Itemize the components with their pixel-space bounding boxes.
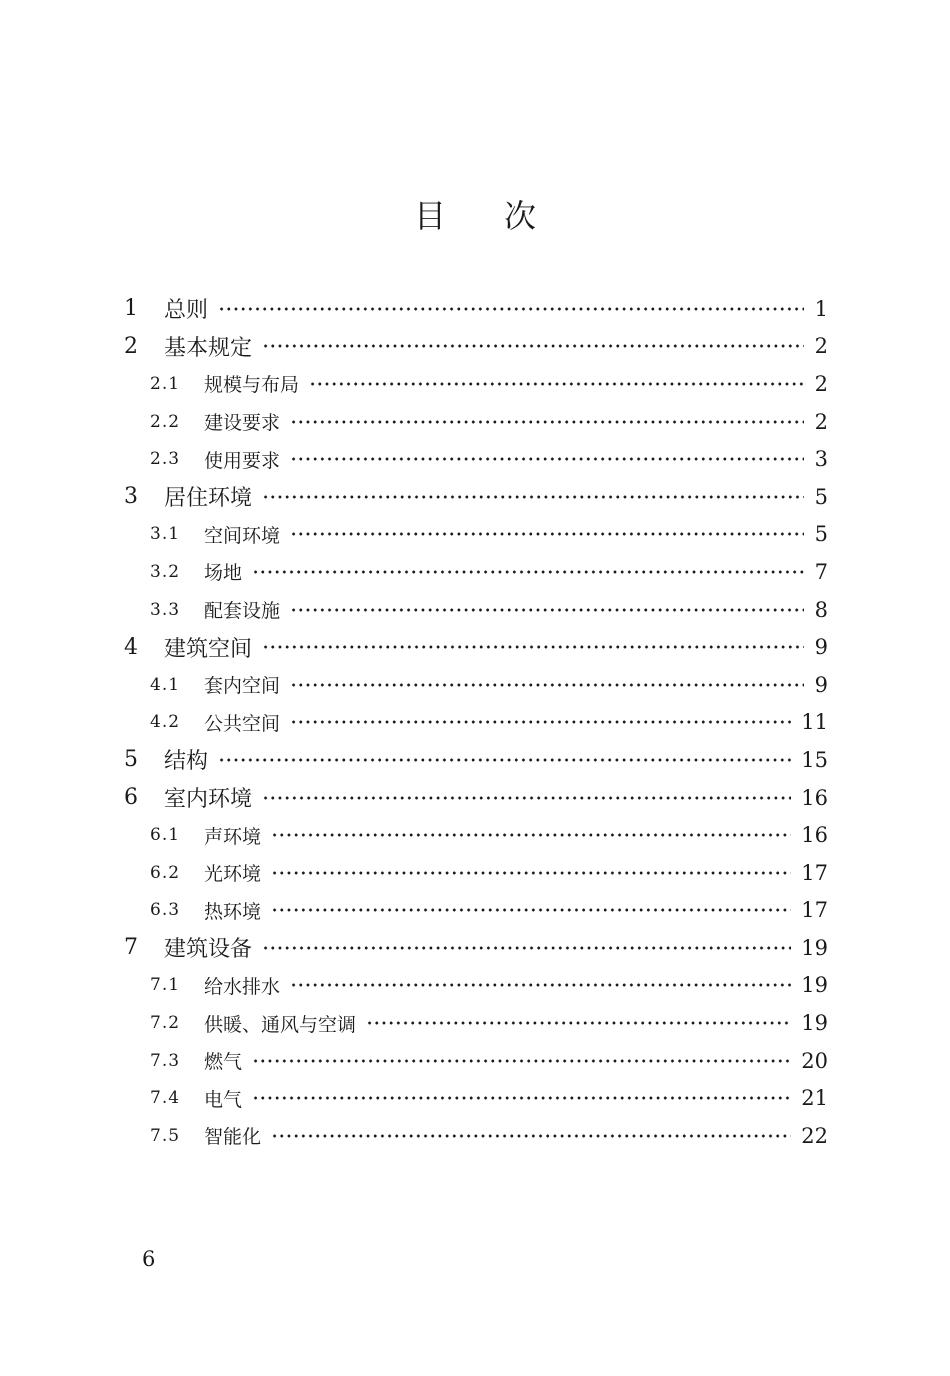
toc-entry-page: 17 [801,860,828,885]
toc-entry-page: 7 [814,559,828,584]
toc-entry-number: 3.2 [150,561,181,582]
toc-section[interactable] [124,365,828,403]
toc-section[interactable] [124,967,828,1005]
toc-entry-page: 20 [801,1048,828,1073]
toc-dot-leader [290,420,804,424]
toc-entry-title: 燃气 [204,1051,243,1074]
toc-section[interactable] [124,553,828,591]
toc-dot-leader [290,983,791,987]
toc-entry-title: 场地 [204,562,243,585]
toc-entry-number: 6 [124,785,138,811]
toc-entry-page: 11 [801,710,828,735]
toc-dot-leader [290,532,804,536]
toc-entry-number: 7.3 [150,1050,181,1071]
toc-entry-page: 5 [814,484,828,509]
toc-entry-number: 5 [124,747,138,773]
toc-section[interactable] [124,854,828,892]
toc-entry-number: 3.3 [150,599,181,620]
toc-section[interactable] [124,516,828,554]
toc-entry-number: 1 [124,296,138,322]
toc-section[interactable] [124,403,828,441]
toc-entry-title: 热环境 [204,900,262,923]
toc-dot-leader [262,645,804,649]
toc-entry-page: 19 [801,935,828,960]
toc-entry-title: 空间环境 [204,524,281,547]
toc-dot-leader [262,495,804,499]
toc-dot-leader [252,1059,791,1063]
toc-entry-number: 6.1 [150,825,181,846]
toc-entry-title: 光环境 [204,863,262,886]
toc-entry-page: 15 [801,747,828,772]
toc-dot-leader [262,796,791,800]
toc-entry-number: 4.1 [150,674,181,695]
toc-entry-number: 7 [124,935,138,961]
table-of-contents [124,290,828,1155]
toc-entry-title: 结构 [164,749,209,775]
toc-entry-title: 室内环境 [164,787,253,813]
toc-chapter[interactable] [124,741,828,779]
toc-entry-page: 2 [814,334,828,359]
toc-entry-title: 电气 [204,1088,243,1111]
toc-section[interactable] [124,591,828,629]
toc-dot-leader [271,833,791,837]
toc-entry-title: 配套设施 [204,600,281,623]
toc-entry-title: 总则 [164,298,209,324]
toc-entry-number: 7.1 [150,975,181,996]
toc-dot-leader [252,570,804,574]
toc-entry-number: 6.2 [150,862,181,883]
toc-entry-page: 22 [801,1123,828,1148]
toc-dot-leader [290,683,804,687]
toc-entry-number: 2.2 [150,411,181,432]
toc-entry-number: 7.2 [150,1013,181,1034]
toc-entry-page: 21 [801,1086,828,1111]
toc-entry-title: 建筑空间 [164,636,253,662]
toc-entry-page: 16 [801,785,828,810]
toc-entry-page: 19 [801,1011,828,1036]
toc-entry-title: 声环境 [204,825,262,848]
toc-entry-page: 19 [801,973,828,998]
toc-section[interactable] [124,1117,828,1155]
toc-section[interactable] [124,892,828,930]
toc-section[interactable] [124,704,828,742]
toc-dot-leader [366,1021,791,1025]
toc-entry-title: 供暖、通风与空调 [204,1013,357,1036]
toc-entry-title: 套内空间 [204,675,281,698]
toc-section[interactable] [124,1004,828,1042]
toc-entry-number: 2.3 [150,449,181,470]
toc-chapter[interactable] [124,478,828,516]
toc-entry-page: 9 [814,635,828,660]
toc-section[interactable] [124,440,828,478]
toc-chapter[interactable] [124,290,828,328]
toc-chapter[interactable] [124,328,828,366]
toc-dot-leader [218,307,804,311]
toc-entry-number: 4 [124,634,138,660]
toc-entry-title: 基本规定 [164,335,253,361]
toc-entry-number: 7.4 [150,1088,181,1109]
toc-entry-page: 5 [814,522,828,547]
toc-dot-leader [290,720,791,724]
toc-dot-leader [252,1096,791,1100]
toc-entry-page: 3 [814,447,828,472]
toc-entry-page: 8 [814,597,828,622]
toc-entry-number: 7.5 [150,1125,181,1146]
toc-dot-leader [271,908,791,912]
toc-entry-title: 建筑设备 [164,937,253,963]
toc-entry-title: 公共空间 [204,712,281,735]
toc-entry-number: 6.3 [150,900,181,921]
page-title-char-2: 次 [504,197,537,235]
toc-entry-page: 16 [801,823,828,848]
toc-entry-page: 1 [814,296,828,321]
toc-entry-title: 居住环境 [164,486,253,512]
toc-entry-title: 使用要求 [204,449,281,472]
toc-entry-title: 智能化 [204,1126,262,1149]
toc-dot-leader [262,946,791,950]
toc-section[interactable] [124,666,828,704]
toc-entry-page: 9 [814,672,828,697]
toc-section[interactable] [124,816,828,854]
toc-entry-number: 4.2 [150,712,181,733]
page-title-char-1: 目 [414,197,447,235]
toc-entry-number: 2 [124,333,138,359]
toc-section[interactable] [124,1079,828,1117]
page-number: 6 [142,1247,156,1271]
toc-dot-leader [218,758,791,762]
toc-entry-number: 2.1 [150,373,181,394]
toc-entry-title: 建设要求 [204,412,281,435]
toc-dot-leader [271,1134,791,1138]
toc-entry-page: 17 [801,898,828,923]
toc-dot-leader [290,457,804,461]
toc-dot-leader [262,344,804,348]
page-title [0,192,950,240]
toc-dot-leader [271,871,791,875]
toc-entry-page: 2 [814,409,828,434]
toc-entry-title: 给水排水 [204,975,281,998]
toc-chapter[interactable] [124,929,828,967]
toc-dot-leader [290,608,804,612]
toc-dot-leader [309,382,804,386]
toc-entry-number: 3 [124,484,138,510]
toc-chapter[interactable] [124,779,828,817]
toc-entry-page: 2 [814,371,828,396]
toc-entry-number: 3.1 [150,524,181,545]
toc-section[interactable] [124,1042,828,1080]
toc-entry-title: 规模与布局 [204,374,300,397]
toc-chapter[interactable] [124,628,828,666]
